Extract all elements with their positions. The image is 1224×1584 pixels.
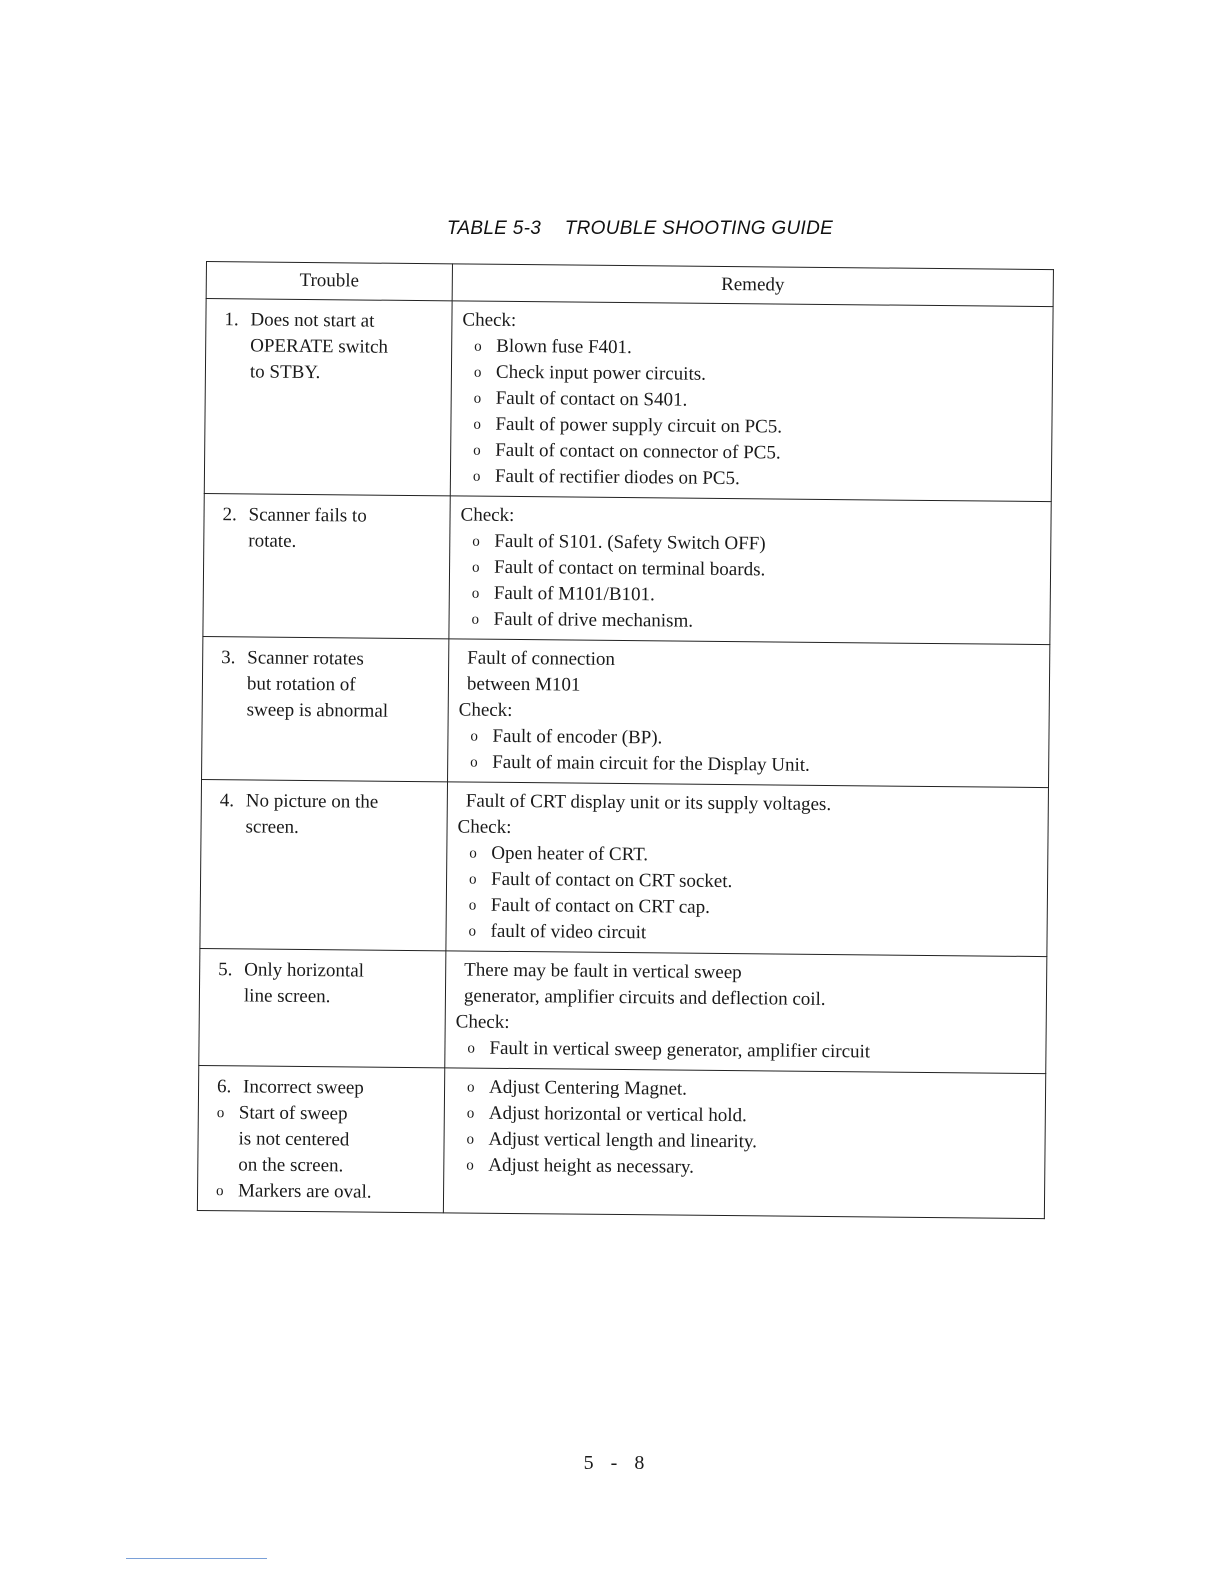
trouble-cell [202, 636, 449, 781]
trouble-sub-line: Markers are oval. [237, 1180, 372, 1203]
circle-bullet-icon: o [467, 1079, 475, 1096]
check-label: Check: [457, 816, 512, 838]
remedy-intro-line: between M101 [466, 673, 581, 696]
table-row [203, 493, 1051, 644]
remedy-item-text: Blown fuse F401. [496, 335, 632, 359]
table-row [202, 636, 1050, 787]
trouble-line: screen. [245, 816, 299, 838]
trouble-sub-item [216, 1100, 438, 1180]
trouble-line: sweep is abnormal [246, 699, 389, 722]
remedy-item [455, 1035, 1037, 1067]
trouble-cell [203, 493, 450, 638]
circle-bullet-icon: o [466, 1131, 475, 1148]
circle-bullet-icon: o [467, 1040, 476, 1057]
row-number: 4. [219, 790, 235, 812]
remedy-intro-line: Fault of CRT display unit or its supply voltages. [465, 790, 832, 816]
remedy-item-text: Fault of power supply circuit on PC5. [495, 413, 783, 438]
circle-bullet-icon: o [473, 364, 482, 381]
remedy-item-text: Fault of contact on CRT cap. [490, 894, 710, 918]
circle-bullet-icon: o [472, 533, 480, 550]
trouble-line: Does not start at [250, 309, 375, 332]
circle-bullet-icon: o [473, 416, 482, 433]
trouble-sub-item [216, 1178, 437, 1206]
remedy-item-text: Adjust Centering Magnet. [488, 1076, 688, 1100]
circle-bullet-icon: o [215, 1183, 224, 1200]
remedy-cell [446, 782, 1049, 957]
remedy-item-text: Fault of rectifier diodes on PC5. [494, 465, 740, 490]
check-label: Check: [458, 699, 513, 721]
remedy-intro-line: Fault of connection [467, 647, 616, 670]
remedy-cell [445, 951, 1047, 1074]
trouble-cell [197, 1065, 444, 1212]
remedy-item [458, 749, 1040, 781]
trouble-sub-line: Start of sweep [238, 1102, 348, 1125]
remedy-cell [449, 496, 1051, 645]
remedy-item-text: Fault of M101/B101. [493, 582, 655, 606]
remedy-item [454, 1152, 1036, 1184]
check-label: Check: [462, 309, 517, 331]
trouble-line: No picture on the [245, 790, 379, 813]
circle-bullet-icon: o [473, 442, 481, 459]
remedy-item-text: Fault of drive mechanism. [493, 608, 694, 632]
trouble-line: rotate. [248, 530, 297, 552]
circle-bullet-icon: o [468, 871, 477, 888]
row-number: 5. [218, 959, 233, 981]
circle-bullet-icon: o [471, 611, 480, 628]
row-number: 6. [216, 1076, 232, 1098]
row-number: 2. [222, 504, 237, 526]
remedy-item-text: Fault of encoder (BP). [492, 725, 663, 749]
table-row [199, 948, 1047, 1073]
circle-bullet-icon: o [473, 390, 482, 407]
check-label: Check: [460, 504, 515, 526]
trouble-shooting-table [197, 261, 1054, 1219]
circle-bullet-icon: o [468, 897, 477, 914]
remedy-intro-line: There may be fault in vertical sweep [464, 959, 742, 984]
circle-bullet-icon: o [470, 754, 478, 771]
remedy-item [459, 606, 1041, 638]
trouble-text [248, 502, 443, 556]
remedy-item-text: Fault of contact on terminal boards. [493, 556, 766, 581]
remedy-item-text: Adjust horizontal or vertical hold. [488, 1102, 747, 1127]
trouble-cell [200, 779, 448, 950]
circle-bullet-icon: o [466, 1105, 475, 1122]
circle-bullet-icon: o [472, 468, 481, 485]
trouble-line: Scanner fails to [248, 504, 367, 527]
remedy-item-text: Check input power circuits. [495, 361, 707, 385]
footer-rule [126, 1558, 267, 1559]
trouble-line: Scanner rotates [247, 647, 364, 670]
remedy-item-text: Fault in vertical sweep generator, amplifier circuit [489, 1037, 871, 1063]
row-number: 1. [224, 309, 239, 331]
trouble-line: line screen. [243, 985, 331, 1008]
header-remedy: Remedy [452, 264, 1053, 307]
table-row [197, 1065, 1045, 1218]
remedy-item-text: fault of video circuit [490, 920, 647, 944]
trouble-text [247, 645, 443, 725]
header-trouble: Trouble [206, 262, 452, 301]
remedy-item-text: Fault of contact on connector of PC5. [495, 439, 781, 464]
trouble-text [243, 1074, 438, 1102]
trouble-line: to STBY. [249, 361, 321, 384]
trouble-cell [199, 948, 446, 1067]
table-number: TABLE 5-3 [446, 218, 542, 239]
table-title-text: TROUBLE SHOOTING GUIDE [564, 218, 834, 239]
remedy-item [461, 463, 1043, 495]
trouble-line: Incorrect sweep [242, 1076, 364, 1099]
trouble-text [245, 788, 440, 842]
circle-bullet-icon: o [468, 923, 477, 940]
circle-bullet-icon: o [474, 338, 482, 355]
remedy-intro-line: generator, amplifier circuits and deflection coil. [463, 985, 826, 1010]
circle-bullet-icon: o [470, 728, 479, 745]
circle-bullet-icon: o [471, 559, 480, 576]
remedy-item-text: Fault of main circuit for the Display Unit. [492, 751, 810, 776]
table-title [0, 218, 1224, 240]
remedy-item-text: Fault of contact on S401. [495, 387, 688, 411]
table-row [200, 779, 1049, 956]
remedy-item-text: Adjust height as necessary. [488, 1154, 695, 1178]
trouble-sub-line: on the screen. [238, 1154, 344, 1177]
trouble-text [244, 957, 439, 1011]
remedy-item [456, 918, 1038, 950]
remedy-item-text: Fault of contact on CRT socket. [490, 868, 733, 893]
trouble-sub-line: is not centered [238, 1128, 350, 1151]
remedy-item-text: Open heater of CRT. [491, 842, 649, 866]
remedy-cell [443, 1068, 1045, 1219]
remedy-cell [448, 639, 1050, 788]
trouble-cell [204, 299, 452, 496]
trouble-line: Only horizontal [244, 959, 365, 982]
table-body [197, 299, 1053, 1219]
page-number: 5 - 8 [583, 1452, 651, 1474]
circle-bullet-icon: o [469, 845, 477, 862]
trouble-text [250, 307, 446, 387]
circle-bullet-icon: o [466, 1157, 474, 1174]
circle-bullet-icon: o [216, 1105, 225, 1122]
remedy-item-text: Adjust vertical length and linearity. [488, 1128, 758, 1153]
remedy-item-text: Fault of S101. (Safety Switch OFF) [494, 530, 766, 555]
remedy-cell [450, 301, 1053, 502]
circle-bullet-icon: o [471, 585, 480, 602]
check-label: Check: [455, 1011, 510, 1033]
trouble-line: OPERATE switch [250, 335, 389, 358]
row-number: 3. [221, 647, 236, 669]
table-row [204, 299, 1053, 502]
trouble-line: but rotation of [246, 673, 356, 696]
